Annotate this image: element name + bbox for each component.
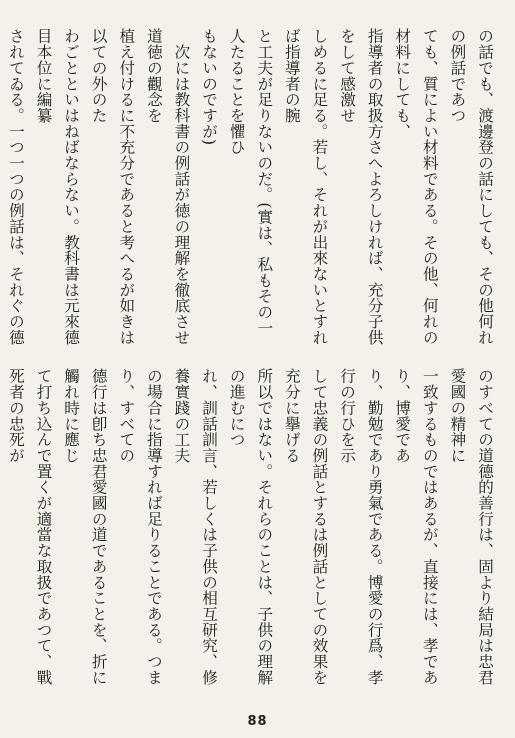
text-line: わごとといはねばならない。教科書は元來德目本位に編纂 xyxy=(34,28,81,345)
text-line: て打ち込んで置くが適當な取扱であつて、戰死者の忠死が xyxy=(6,368,53,685)
text-line: もないのですが) xyxy=(200,28,219,146)
page-number: 88 xyxy=(247,714,268,729)
text-line xyxy=(0,368,1,698)
text-line: して忠義の例話とするは例話としての效果を充分に擧げる xyxy=(282,368,329,685)
text-line: 次には教科書の例話が徳の理解を徹底させ道徳の觀念を xyxy=(144,28,191,345)
lower-text-block xyxy=(6,368,498,698)
text-line: されてゐる。一つ一つの例話は、それぐの德 xyxy=(6,28,25,345)
text-line: の場合に指導すれば足りることである。つまり、すべての xyxy=(117,368,163,685)
text-line: と工夫が足りないのだ。(實は、私もその一人たることを懼ひ xyxy=(227,28,274,336)
text-line: のすべての道德的善行は、固より結局は忠君愛國の精神に xyxy=(448,368,494,685)
text-line: 德行は卽ち忠君愛國の道であることを、折に觸れ時に應じ xyxy=(62,368,108,685)
text-line: ても、質によい材料である。その他、何れの材料にしても、 xyxy=(393,28,439,345)
text-line: れ、訓話訓言、若しくは子供の相互研究、修養實踐の工夫 xyxy=(172,368,219,685)
text-line: 植え付けるに不充分であると考へるが如きは以ての外のた xyxy=(89,28,136,345)
text-line: り、勤勉であり勇氣である。博愛の行爲、孝行の行ひを示 xyxy=(338,368,384,685)
text-line: 指導者の取扱方さへよろしければ、充分子供をして感激せ xyxy=(338,28,384,345)
upper-text-block xyxy=(6,28,498,348)
text-line: の話でも、渡邊登の話にしても、その他何れの例話であつ xyxy=(448,28,494,345)
text-line: 所以ではない。それらのことは、子供の理解の進むにつ xyxy=(227,368,274,685)
text-line: しめるに足る。若し、それが出來ないとすれば指導者の腕 xyxy=(282,28,329,345)
text-line: 一致するものではあるが、直接には、孝であり、博愛であ xyxy=(393,368,439,685)
